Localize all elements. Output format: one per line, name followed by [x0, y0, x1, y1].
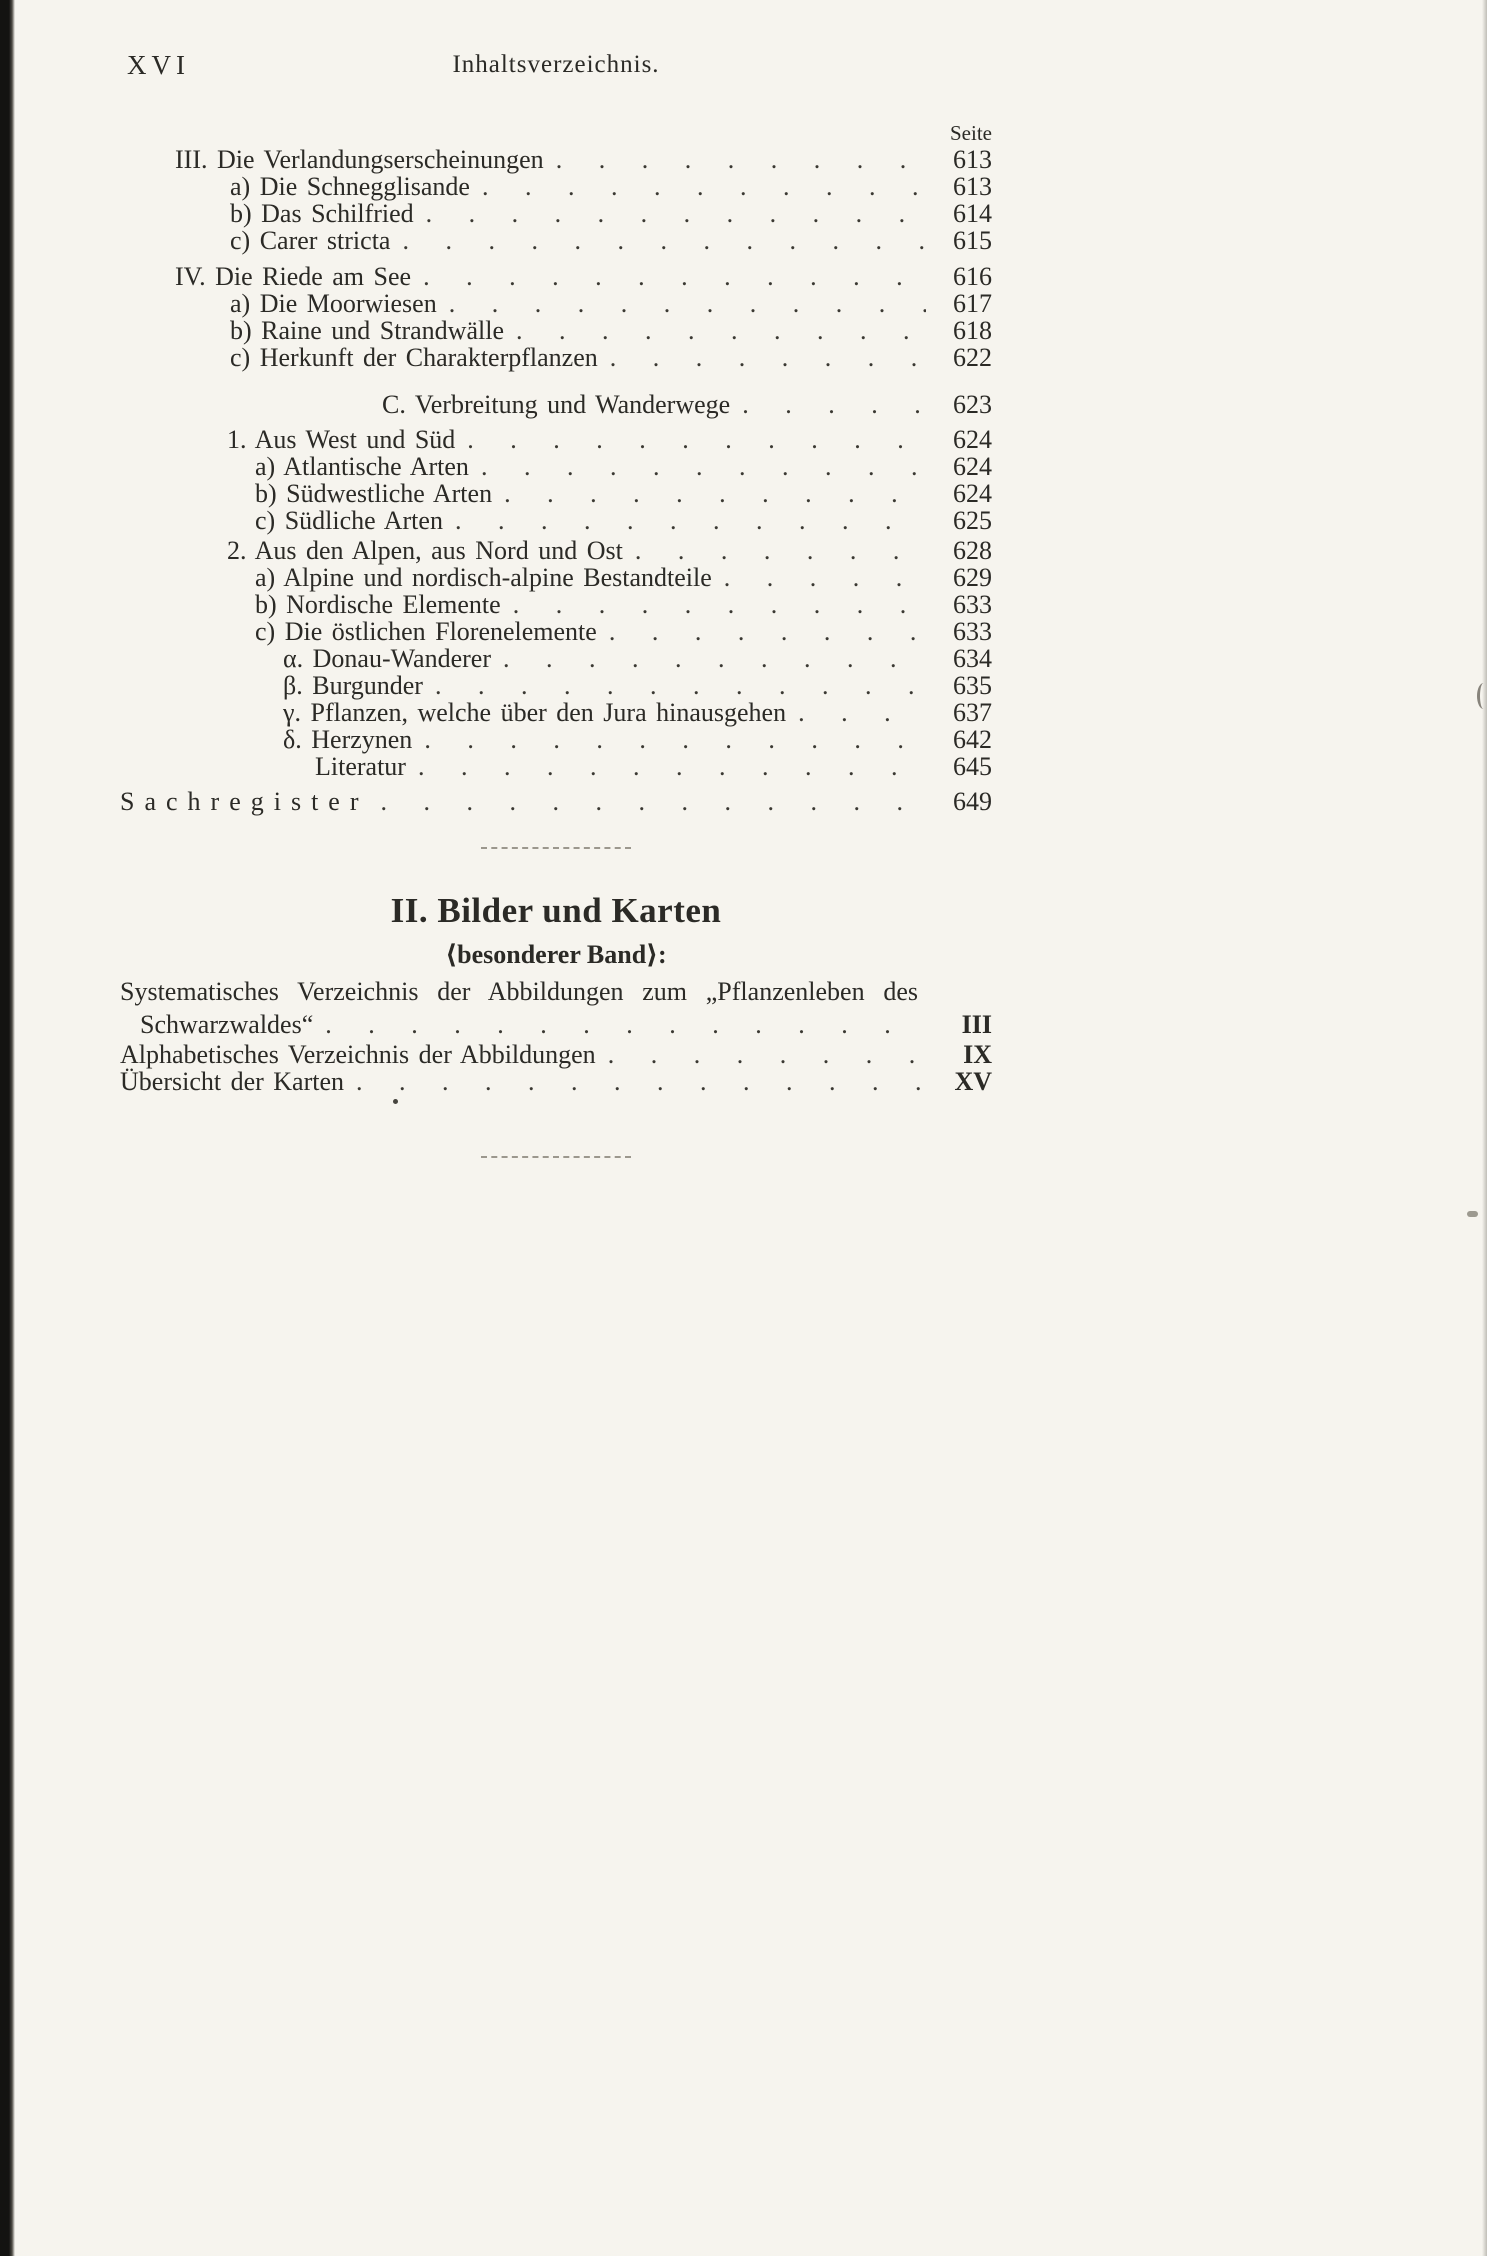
toc-entry-label: b) Südwestliche Arten	[255, 479, 493, 508]
dot-leader	[423, 263, 926, 290]
toc-entry-label: c) Carer stricta	[230, 226, 391, 255]
toc-entry-label: c) Südliche Arten	[255, 506, 443, 535]
images-entry-label: Alphabetisches Verzeichnis der Abbildungen	[120, 1040, 596, 1069]
toc-entry-page: 633	[953, 590, 992, 619]
toc-entry	[120, 173, 992, 200]
toc-entry-label: C. Verbreitung und Wanderwege	[382, 390, 731, 419]
scan-edge-right	[1482, 0, 1487, 2256]
table-of-contents	[120, 146, 992, 815]
toc-entry-label: β. Burgunder	[283, 671, 423, 700]
toc-entry	[120, 564, 992, 591]
toc-entry-page: 633	[953, 617, 992, 646]
scan-artifact-mark	[1467, 1211, 1478, 1217]
images-section-title: II. Bilder und Karten	[390, 891, 722, 930]
toc-entry-label: IV. Die Riede am See	[175, 262, 412, 291]
toc-entry	[120, 591, 992, 618]
toc-entry-page: 635	[953, 671, 992, 700]
section-divider	[120, 1156, 992, 1158]
toc-entry-page: 624	[953, 425, 992, 454]
images-entry	[120, 976, 992, 1041]
toc-entry-page: 649	[953, 787, 992, 816]
toc-entry-page: 637	[953, 698, 992, 727]
toc-entry	[120, 290, 992, 317]
images-entry-page: XV	[954, 1067, 992, 1096]
toc-entry-label: b) Raine und Strandwälle	[230, 316, 504, 345]
toc-entry-label: c) Herkunft der Charakterpflanzen	[230, 343, 598, 372]
toc-entry-label: a) Atlantische Arten	[255, 452, 469, 481]
toc-entry-label: b) Nordische Elemente	[255, 590, 501, 619]
toc-entry-page: 634	[953, 644, 992, 673]
toc-entry	[120, 263, 992, 290]
toc-entry-label: γ. Pflanzen, welche über den Jura hinausgehen	[283, 698, 787, 727]
images-entry-page: IX	[963, 1040, 992, 1069]
dot-leader	[481, 453, 926, 480]
toc-entry	[120, 344, 992, 371]
scan-edge-left	[0, 0, 15, 2256]
images-entry-label: Übersicht der Karten	[120, 1067, 345, 1096]
toc-entry-page: 624	[953, 479, 992, 508]
toc-entry	[120, 645, 992, 672]
dot-leader	[325, 1008, 926, 1041]
toc-entry	[120, 317, 992, 344]
toc-entry-page: 618	[953, 316, 992, 345]
dot-leader	[402, 227, 926, 254]
section-divider	[120, 847, 992, 849]
images-entry-label-line1: Systematisches Verzeichnis der Abbildungen zum „Pflanzenleben des	[120, 977, 918, 1006]
dot-leader	[424, 726, 926, 753]
dot-leader	[418, 753, 926, 780]
running-head: Inhaltsverzeichnis.	[452, 51, 660, 78]
toc-entry-page: 623	[953, 390, 992, 419]
toc-entry-page: 614	[953, 199, 992, 228]
toc-entry	[120, 453, 992, 480]
dot-leader	[635, 537, 926, 564]
scan-artifact-mark	[1477, 683, 1487, 709]
dot-leader	[449, 290, 926, 317]
images-entry-label-line2: Schwarzwaldes“	[140, 1010, 314, 1039]
dot-leader	[608, 1041, 926, 1068]
dot-leader	[356, 1068, 926, 1095]
toc-entry-label: III. Die Verlandungserscheinungen	[175, 145, 544, 174]
toc-entry-page: 625	[953, 506, 992, 535]
dot-leader	[516, 317, 926, 344]
dot-leader	[504, 480, 926, 507]
toc-entry	[120, 146, 992, 173]
dot-leader	[503, 645, 926, 672]
toc-entry	[120, 426, 992, 453]
toc-entry-label: a) Die Schnegglisande	[230, 172, 470, 201]
toc-entry	[120, 699, 992, 726]
divider-line	[481, 847, 631, 849]
toc-entry-label: 1. Aus West und Süd	[227, 425, 456, 454]
divider-line	[481, 1156, 631, 1158]
toc-entry-label: b) Das Schilfried	[230, 199, 414, 228]
dot-leader	[724, 564, 926, 591]
toc-entry-page: 645	[953, 752, 992, 781]
toc-entry	[120, 507, 992, 534]
dot-leader	[798, 699, 926, 726]
toc-entry-label: Literatur	[315, 752, 406, 781]
toc-entry-page: 616	[953, 262, 992, 291]
dot-leader	[426, 200, 926, 227]
dot-leader	[482, 173, 926, 200]
toc-entry-page: 622	[953, 343, 992, 372]
toc-entry	[120, 200, 992, 227]
toc-entry	[120, 788, 992, 815]
dot-leader	[556, 146, 926, 173]
toc-entry	[120, 726, 992, 753]
stray-ink-dot	[393, 1099, 398, 1104]
page-folio: XVI	[127, 50, 190, 80]
toc-entry	[120, 618, 992, 645]
toc-entry	[120, 672, 992, 699]
dot-leader	[610, 344, 926, 371]
toc-entry-page: 615	[953, 226, 992, 255]
images-entry	[120, 1068, 992, 1095]
toc-entry-page: 628	[953, 536, 992, 565]
dot-leader	[381, 788, 926, 815]
dot-leader	[513, 591, 926, 618]
toc-entry	[120, 391, 992, 418]
toc-entry-label: a) Alpine und nordisch-alpine Bestandteile	[255, 563, 712, 592]
toc-entry-page: 642	[953, 725, 992, 754]
toc-entry-page: 624	[953, 452, 992, 481]
toc-entry-page: 629	[953, 563, 992, 592]
toc-entry-label: 2. Aus den Alpen, aus Nord und Ost	[227, 536, 623, 565]
toc-entry-label: Sachregister	[120, 787, 369, 816]
images-section-subtitle: ⟨besonderer Band⟩:	[445, 940, 667, 969]
toc-entry	[120, 537, 992, 564]
dot-leader	[467, 426, 926, 453]
toc-entry-page: 617	[953, 289, 992, 318]
dot-leader	[609, 618, 926, 645]
dot-leader	[742, 391, 926, 418]
images-section-list	[120, 976, 992, 1095]
toc-entry-label: δ. Herzynen	[283, 725, 413, 754]
toc-entry-label: α. Donau-Wanderer	[283, 644, 491, 673]
images-entry-page: III	[961, 1010, 992, 1039]
dot-leader	[455, 507, 926, 534]
toc-entry	[120, 480, 992, 507]
toc-entry-page: 613	[953, 145, 992, 174]
toc-entry	[120, 227, 992, 254]
dot-leader	[435, 672, 926, 699]
toc-entry	[120, 753, 992, 780]
toc-entry-page: 613	[953, 172, 992, 201]
toc-entry-label: a) Die Moorwiesen	[230, 289, 437, 318]
toc-entry-label: c) Die östlichen Florenelemente	[255, 617, 597, 646]
page-column-label: Seite	[950, 121, 992, 145]
images-entry	[120, 1041, 992, 1068]
